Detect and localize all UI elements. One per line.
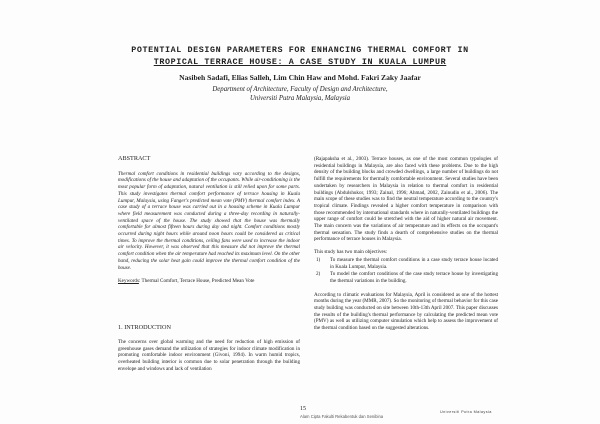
affiliation-line-2: Universiti Putra Malaysia, Malaysia [249, 95, 351, 102]
title-line-2: TROPICAL TERRACE HOUSE: A CASE STUDY IN KUALA LUMPUR [153, 57, 447, 67]
keywords [118, 278, 300, 285]
page-number: 15 [300, 406, 306, 412]
objective-number: 1) [316, 256, 321, 263]
right-paragraph-1: (Rajapaksha et al., 2003). Terrace houses, as one of the most common typologies of residential buildings in Malaysia, are also faced with these problems. Due to the high density of the building blocks and crowded dwellings, a large number of buildings do not fulfill the requirements for thermally comfortable environment. Several studies have been undertaken by researchers in Malaysia in relation to thermal comfort in residential buildings (Abdulshukor, 1993; Zainal, 1996; Ahmad, 2002, Zainudin et al., 2006). The main scope of these studies was to find the neutral temperature according to the country's tropical climate. Findings revealed a higher comfort temperature in comparison with those recommended by international standards where in naturally-ventilated buildings the upper range of comfort could be stretched with the aid of higher natural air movement. The main concern was the variations of air temperature and its effects on the occupant's thermal sensation. The study finds a dearth of comprehensive studies on the thermal performance of terrace houses in Malaysia. [314, 156, 498, 243]
abstract-heading: ABSTRACT [118, 155, 151, 162]
paper-title [90, 44, 510, 68]
journal-name: Alam Cipta Fakulti Rekabentuk dan Senibina [300, 414, 384, 419]
affiliation [100, 85, 500, 103]
objective-number: 2) [316, 271, 321, 278]
objective-text: To measure the thermal comfort conditions in a case study terrace house located in Kuala Lumpur, Malaysia. [330, 256, 498, 270]
introduction-text: The concerns over global warming and the need for reduction of high emission of greenhouse gases demand the utilization of strategies for indoor climate modification in promoting comfortable indoor environment (Givoni, 1994). In warm humid tropics, overheated building interior is common due to solar penetration through the building envelope and windows and lack of ventilation [118, 339, 300, 372]
university-name: Universiti Putra Malaysia [440, 410, 492, 414]
objective-item [314, 271, 498, 284]
title-line-1: POTENTIAL DESIGN PARAMETERS FOR ENHANCING THERMAL COMFORT IN [131, 45, 469, 55]
objective-item [314, 257, 498, 270]
keywords-label: Keywords [118, 278, 139, 285]
affiliation-line-1: Department of Architecture, Faculty of Design and Architecture, [212, 86, 388, 93]
objectives-intro: This study has two main objectives: [314, 249, 388, 256]
author-list: Nasibeh Sadafi, Elias Salleh, Lim Chin Haw and Mohd. Fakri Zaky Jaafar [179, 73, 421, 82]
abstract-text: Thermal comfort conditions in residential buildings vary according to the designs, modifications of the house and adaptation of the occupants. While air-conditioning is the most popular form of adaptation, natural ventilation is still relied upon for some parts. This study investigates thermal comfort performance of terrace housing in Kuala Lumpur, Malaysia, using Fanger's predicted mean vote (PMV) thermal comfort index. A case study of a terrace house was carried out in a housing scheme in Kuala Lumpur where field measurement was conducted during a three-day recording in naturally-ventilated space of the house. The study showed that the house was thermally comfortable for almost fifteen hours during day and night. Comfort conditions mostly occurred during night hours while around noon hours could be considered as critical times. To improve the thermal conditions, ceiling fans were used to increase the indoor air velocity. However, it was observed that this measure did not improve the thermal comfort condition when the air temperature had reached its maximum level. On the other hand, reducing the solar heat gain could improve the thermal comfort condition of the house. [118, 170, 300, 271]
introduction-heading: 1. INTRODUCTION [118, 324, 171, 331]
left-column [118, 156, 300, 285]
objective-text: To model the comfort conditions of the case study terrace house by investigating the thermal variations in the building. [330, 271, 498, 284]
right-column [314, 156, 498, 332]
right-paragraph-3: According to climatic evaluations for Malaysia, April is considered as one of the hottest months during the year (MMR, 2007). So the monitoring of thermal behavior for this case study building was conducted on site between 10th-13th April 2007. This paper discusses the results of the building's thermal performance by calculating the predicted mean vote (PMV) as well as utilizing computer simulation which help to assess the improvement of the thermal condition based on the suggested alterations. [314, 291, 498, 332]
keywords-list: : Thermal Comfort, Terrace House, Predicted Mean Vote [138, 278, 255, 285]
